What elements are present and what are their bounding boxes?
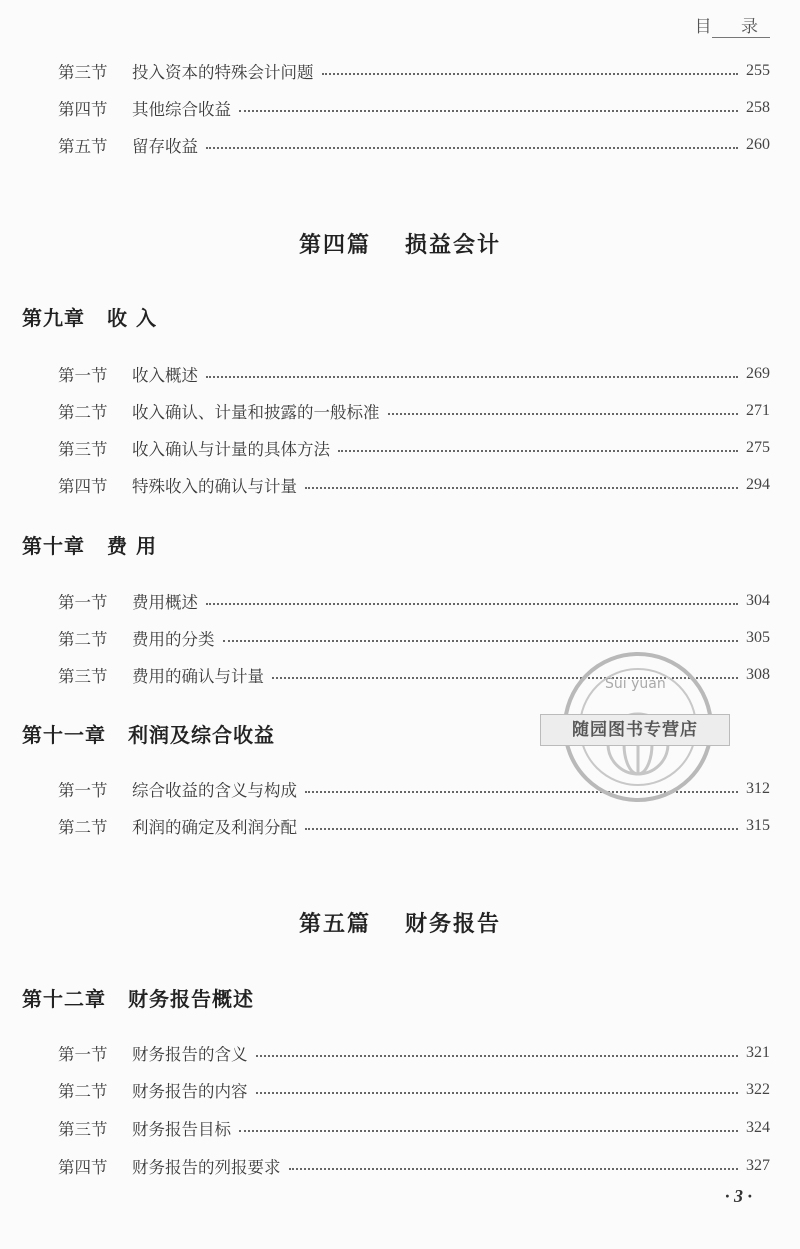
page-number: · 3 · [725,1186,752,1206]
leader-dots [206,376,738,378]
header-rule [712,37,770,38]
toc-entry-title: 特殊收入的确认与计量 [132,477,297,496]
toc-entry[interactable] [58,1115,770,1141]
chapter-label: 第十一章 [22,723,106,747]
part-name: 损益会计 [405,232,502,258]
toc-entry-title: 费用概述 [132,593,198,612]
toc-entry-page: 275 [746,439,770,456]
stamp-label: 随园图书专营店 [540,714,730,746]
chapter-heading[interactable] [22,983,254,1012]
toc-entry-section: 第四节 [58,477,108,496]
toc-entry-title: 财务报告的含义 [132,1045,248,1064]
toc-entry-title: 收入概述 [132,366,198,385]
toc-entry-section: 第一节 [58,1045,108,1064]
toc-entry-page: 315 [746,817,770,834]
toc-entry[interactable] [58,813,770,839]
toc-entry-section: 第一节 [58,781,108,800]
leader-dots [256,1092,739,1094]
chapter-name: 收 入 [107,306,157,330]
leader-dots [305,487,738,489]
chapter-label: 第十二章 [22,987,106,1011]
toc-entry[interactable] [58,361,770,387]
leader-dots [388,413,739,415]
toc-entry-page: 269 [746,365,770,382]
chapter-label: 第九章 [22,306,85,330]
toc-entry-page: 321 [746,1044,770,1061]
part-heading [0,907,800,938]
leader-dots [256,1055,739,1057]
toc-entry[interactable] [58,435,770,461]
leader-dots [289,1168,739,1170]
toc-entry[interactable] [58,1077,770,1103]
toc-entry-title: 收入确认、计量和披露的一般标准 [132,403,380,422]
toc-entry-page: 294 [746,476,770,493]
leader-dots [239,110,738,112]
toc-entry-page: 260 [746,136,770,153]
toc-entry-page: 327 [746,1157,770,1174]
toc-entry-section: 第二节 [58,1082,108,1101]
toc-entry[interactable] [58,398,770,424]
chapter-heading[interactable] [22,302,157,331]
toc-entry-title: 利润的确定及利润分配 [132,818,297,837]
toc-entry-section: 第一节 [58,593,108,612]
toc-entry-page: 304 [746,592,770,609]
leader-dots [239,1130,738,1132]
leader-dots [206,147,738,149]
leader-dots [305,828,738,830]
toc-entry-page: 255 [746,62,770,79]
toc-entry-title: 收入确认与计量的具体方法 [132,440,330,459]
toc-entry[interactable] [58,95,770,121]
toc-entry-page: 324 [746,1119,770,1136]
part-label: 第五篇 [298,911,371,937]
part-name: 财务报告 [405,911,502,937]
toc-entry-title: 费用的分类 [132,630,215,649]
toc-entry[interactable] [58,1040,770,1066]
toc-entry-section: 第一节 [58,366,108,385]
toc-entry-page: 271 [746,402,770,419]
toc-entry-page: 258 [746,99,770,116]
toc-entry-section: 第三节 [58,667,108,686]
toc-entry-page: 322 [746,1081,770,1098]
toc-entry-title: 费用的确认与计量 [132,667,264,686]
stamp-top-text: Sui yuan [605,676,666,692]
leader-dots [223,640,739,642]
toc-entry-section: 第二节 [58,403,108,422]
toc-entry-page: 305 [746,629,770,646]
toc-entry[interactable] [58,472,770,498]
toc-entry[interactable] [58,625,770,651]
leader-dots [322,73,739,75]
part-heading [0,228,800,259]
toc-entry-section: 第三节 [58,440,108,459]
toc-entry-section: 第二节 [58,630,108,649]
toc-entry-section: 第四节 [58,1158,108,1177]
toc-entry-title: 其他综合收益 [132,100,231,119]
toc-entry-section: 第五节 [58,137,108,156]
chapter-heading[interactable] [22,719,275,748]
leader-dots [338,450,738,452]
leader-dots [206,603,738,605]
chapter-label: 第十章 [22,534,85,558]
chapter-name: 利润及综合收益 [128,723,275,747]
chapter-heading[interactable] [22,530,157,559]
toc-entry[interactable] [58,132,770,158]
toc-entry-title: 留存收益 [132,137,198,156]
toc-entry-section: 第三节 [58,1120,108,1139]
chapter-name: 费 用 [107,534,157,558]
toc-entry-title: 财务报告的内容 [132,1082,248,1101]
toc-entry-section: 第二节 [58,818,108,837]
toc-entry-page: 312 [746,780,770,797]
toc-entry-title: 综合收益的含义与构成 [132,781,297,800]
toc-entry-title: 投入资本的特殊会计问题 [132,63,314,82]
toc-entry-title: 财务报告的列报要求 [132,1158,281,1177]
toc-entry[interactable] [58,1153,770,1179]
toc-entry[interactable] [58,588,770,614]
chapter-name: 财务报告概述 [128,987,254,1011]
part-label: 第四篇 [298,232,371,258]
toc-entry-title: 财务报告目标 [132,1120,231,1139]
toc-entry-page: 308 [746,666,770,683]
toc-entry-section: 第三节 [58,63,108,82]
page-header-title: 目 录 [694,17,770,37]
toc-entry[interactable] [58,58,770,84]
toc-entry-section: 第四节 [58,100,108,119]
